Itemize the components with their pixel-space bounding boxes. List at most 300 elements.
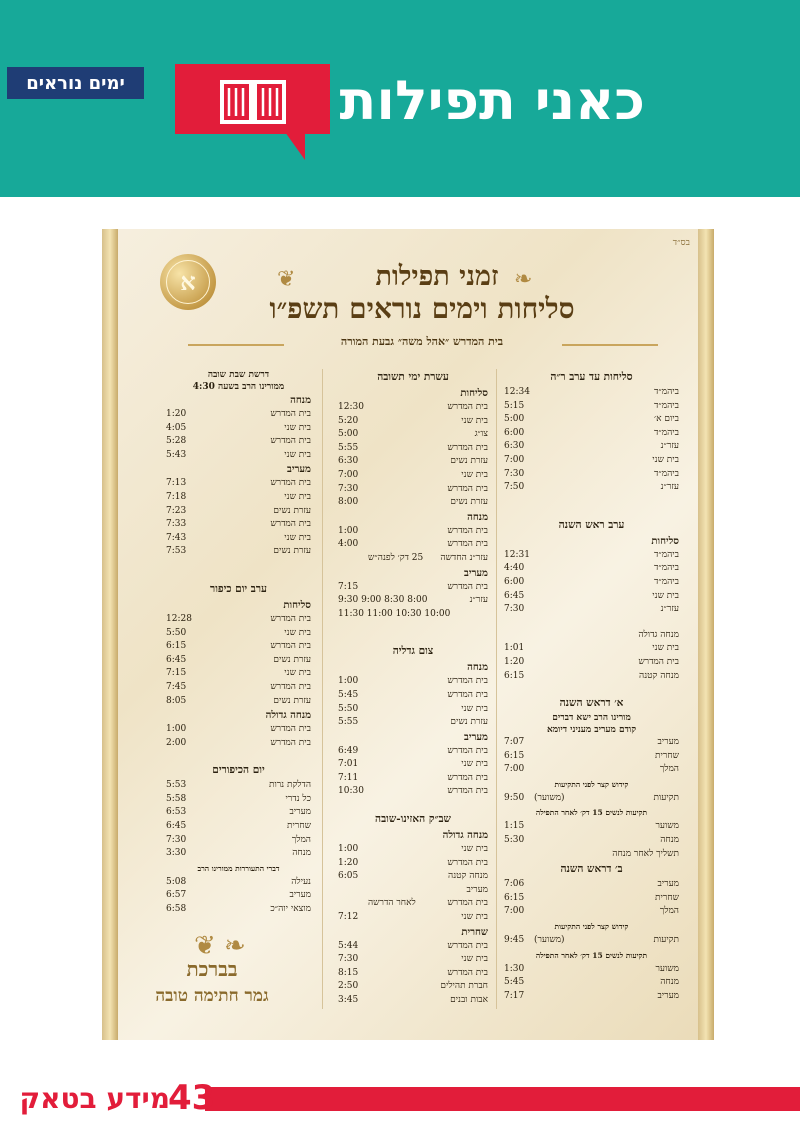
schedule-row-label: עזר״נ bbox=[469, 595, 488, 606]
schedule-row bbox=[504, 976, 679, 990]
schedule-row-label: נעילה bbox=[291, 876, 311, 887]
blessing-line-1: בברכת bbox=[186, 957, 238, 981]
schedule-row bbox=[504, 413, 679, 427]
schedule-row-label: מוצאי יוה״כ bbox=[270, 904, 311, 915]
schedule-row-time: 7:33 bbox=[166, 519, 187, 530]
schedule-row-label: עזרת נשים bbox=[273, 546, 311, 557]
schedule-row-time: 5:15 bbox=[504, 400, 525, 411]
schedule-row bbox=[504, 834, 679, 848]
schedule-row-label: בית שני bbox=[652, 590, 679, 601]
poster-frame-right bbox=[698, 229, 714, 1040]
schedule-row-time: 6:15 bbox=[504, 750, 525, 761]
schedule-row-label: חברת תהילים bbox=[440, 981, 488, 992]
schedule-row bbox=[338, 980, 488, 994]
schedule-row-time: 6:45 bbox=[504, 590, 525, 601]
section-heading: עשרת ימי תשובה bbox=[377, 371, 449, 383]
schedule-row-label: בית המדרש bbox=[270, 519, 311, 530]
schedule-row-label: בית המדרש bbox=[270, 478, 311, 489]
schedule-row-label: בית המדרש bbox=[270, 681, 311, 692]
schedule-row-label: מעריב bbox=[657, 879, 679, 890]
schedule-row-time: 7:15 bbox=[166, 668, 187, 679]
schedule-row-label: עזרת נשים bbox=[273, 505, 311, 516]
schedule-row bbox=[166, 820, 311, 834]
flourish-left-icon: ❦ bbox=[277, 267, 296, 292]
schedule-row-time: 4:40 bbox=[504, 563, 525, 574]
schedule-row-time: 7:23 bbox=[166, 505, 187, 516]
schedule-row-label: בית שני bbox=[284, 449, 311, 460]
subsection-heading: סליחות bbox=[651, 535, 679, 547]
schedule-row bbox=[166, 806, 311, 820]
schedule-row bbox=[504, 750, 679, 764]
schedule-row-label: בית המדרש bbox=[270, 641, 311, 652]
schedule-row bbox=[504, 629, 679, 643]
schedule-row-label: מנחה קטנה bbox=[639, 670, 679, 681]
subsection-heading: מנחה bbox=[467, 511, 488, 523]
subsection-heading: מנחה גדולה bbox=[265, 710, 311, 722]
blessing-line-2: גמר חתימה טובה bbox=[155, 986, 269, 1006]
schedule-row-label: בית שני bbox=[461, 954, 488, 965]
schedule-row bbox=[338, 496, 488, 510]
schedule-row-time: 1:00 bbox=[338, 676, 359, 687]
schedule-row-label: עזרת נשים bbox=[273, 654, 311, 665]
schedule-row-label: בית המדרש bbox=[447, 898, 488, 909]
subsection-heading: מנחה גדולה bbox=[442, 830, 488, 842]
schedule-row bbox=[338, 675, 488, 689]
schedule-row-label: בית המדרש bbox=[447, 967, 488, 978]
schedule-row-time: 2:00 bbox=[166, 737, 187, 748]
schedule-row-label: תשליך לאחר מנחה bbox=[612, 848, 679, 859]
spacer bbox=[504, 495, 679, 517]
schedule-row bbox=[338, 772, 488, 786]
schedule-row-time: 1:20 bbox=[338, 857, 359, 868]
schedule-row bbox=[504, 963, 679, 977]
schedule-row-label: משוער bbox=[655, 821, 679, 832]
schedule-row bbox=[504, 481, 679, 495]
schedule-row-label: עזרת נשים bbox=[273, 695, 311, 706]
schedule-row-time: 5:45 bbox=[504, 977, 525, 988]
schedule-row-label: עזרת נשים bbox=[450, 717, 488, 728]
schedule-row bbox=[504, 576, 679, 590]
schedule-row-time: 5:58 bbox=[166, 793, 187, 804]
subsection-heading: מנחה bbox=[467, 662, 488, 674]
poster-frame-left bbox=[102, 229, 118, 1040]
schedule-row-label: בית המדרש bbox=[447, 786, 488, 797]
schedule-row-label: משוער bbox=[655, 963, 679, 974]
subsection-heading: מעריב bbox=[287, 464, 311, 476]
schedule-row-time: 1:01 bbox=[504, 643, 525, 654]
spacer bbox=[504, 617, 679, 629]
schedule-row-time: 7:30 bbox=[338, 954, 359, 965]
section-heading: יום הכיפורים bbox=[212, 764, 265, 777]
schedule-row bbox=[166, 695, 311, 709]
schedule-row-time: 7:17 bbox=[504, 990, 525, 1001]
schedule-row-label: בית שני bbox=[284, 422, 311, 433]
schedule-row bbox=[338, 428, 488, 442]
schedule-row bbox=[338, 401, 488, 415]
schedule-row-time: 1:20 bbox=[166, 409, 187, 419]
spacer bbox=[504, 683, 679, 695]
schedule-row-label: בית המדרש bbox=[447, 525, 488, 536]
schedule-row bbox=[338, 716, 488, 730]
subsection-heading: שחרית bbox=[461, 926, 488, 938]
schedule-row-label: מנחה גדולה bbox=[638, 629, 679, 640]
schedule-note: תקיעות לנשים 15 דק׳ לאחר התפילה bbox=[535, 808, 648, 818]
schedule-row-label: בית המדרש bbox=[447, 402, 488, 412]
schedule-row-label: תקיעות bbox=[653, 935, 679, 946]
schedule-row-label: המלך bbox=[659, 764, 679, 775]
schedule-column-right bbox=[504, 369, 679, 1003]
schedule-row bbox=[338, 940, 488, 954]
schedule-row-label: בית שני bbox=[284, 491, 311, 502]
schedule-row-time: 6:15 bbox=[504, 892, 525, 903]
section-heading: ב׳ דראש השנה bbox=[560, 863, 623, 876]
schedule-row-time: 7:18 bbox=[166, 491, 187, 502]
schedule-row-time: 7:01 bbox=[338, 759, 359, 770]
schedule-row-label: בית המדרש bbox=[447, 689, 488, 700]
schedule-row-time: 7:43 bbox=[166, 532, 187, 543]
schedule-row bbox=[504, 763, 679, 777]
schedule-row-label: בית המדרש bbox=[270, 436, 311, 447]
schedule-row-time: 4:00 bbox=[338, 539, 359, 550]
schedule-row bbox=[338, 552, 488, 566]
schedule-row-label: בית שני bbox=[284, 627, 311, 638]
schedule-row bbox=[166, 449, 311, 463]
section-heading: א׳ דראש השנה bbox=[559, 697, 624, 710]
schedule-row-time: 9:50 bbox=[504, 792, 525, 803]
schedule-row bbox=[166, 613, 311, 627]
schedule-row bbox=[504, 905, 679, 919]
schedule-row-label: בית המדרש bbox=[270, 737, 311, 748]
schedule-row-time: 5:43 bbox=[166, 449, 187, 460]
schedule-row bbox=[166, 491, 311, 505]
schedule-row-label: ביהמ״ד bbox=[654, 387, 679, 397]
schedule-note: דרשת שבת שובה bbox=[207, 370, 270, 380]
schedule-row bbox=[504, 990, 679, 1004]
schedule-row bbox=[338, 745, 488, 759]
schedule-row bbox=[338, 843, 488, 857]
schedule-row-label: תקיעות bbox=[653, 792, 679, 803]
schedule-row-label: בית שני bbox=[461, 469, 488, 480]
schedule-row-label: עזר״נ bbox=[660, 604, 679, 615]
spacer bbox=[166, 750, 311, 762]
spacer bbox=[338, 799, 488, 811]
schedule-row-label: שחרית bbox=[655, 892, 679, 903]
schedule-row-time: 5:28 bbox=[166, 436, 187, 447]
schedule-row-label: הדלקת נרות bbox=[268, 780, 311, 791]
schedule-row bbox=[504, 386, 679, 400]
schedule-row-time: 1:20 bbox=[504, 656, 525, 667]
section-heading: שב״ק האזינו-שובה bbox=[375, 813, 451, 826]
schedule-row-time: 7:45 bbox=[166, 681, 187, 692]
schedule-row-label: מעריב bbox=[466, 884, 488, 895]
schedule-row bbox=[504, 656, 679, 670]
schedule-row-label: המלך bbox=[659, 906, 679, 917]
schedule-row bbox=[338, 953, 488, 967]
schedule-note: קידוש קצר לפני התקיעות bbox=[554, 779, 629, 789]
schedule-note: תקיעות לנשים 15 דק׳ לאחר התפילה bbox=[535, 950, 648, 960]
schedule-row-label: ביהמ״ד bbox=[654, 563, 679, 574]
schedule-row-label: מעריב bbox=[289, 890, 311, 901]
schedule-row-label: בית שני bbox=[652, 454, 679, 465]
schedule-row-note: 25 דק׳ לפנה״ש bbox=[368, 552, 424, 563]
schedule-row-time: 7:11 bbox=[338, 772, 359, 783]
schedule-row-label: עזר״נ bbox=[660, 482, 679, 493]
schedule-row-time: 7:00 bbox=[504, 764, 525, 775]
footer-bar bbox=[205, 1087, 800, 1111]
column-divider bbox=[496, 369, 497, 1009]
bsd-mark: בס״ד bbox=[672, 238, 690, 248]
schedule-row-label: בית שני bbox=[284, 532, 311, 543]
schedule-row-time: 6:00 bbox=[504, 427, 525, 438]
schedule-row bbox=[166, 737, 311, 751]
schedule-row-time: 8:15 bbox=[338, 967, 359, 978]
schedule-row bbox=[166, 793, 311, 807]
schedule-row-label: בית המדרש bbox=[447, 772, 488, 783]
schedule-row-time: 1:00 bbox=[166, 724, 187, 735]
schedule-row-label: מעריב bbox=[289, 807, 311, 818]
schedule-note: קידוש קצר לפני התקיעות bbox=[554, 922, 629, 932]
schedule-row-label: מעריב bbox=[657, 990, 679, 1001]
schedule-row-label: מנחה bbox=[660, 977, 679, 988]
schedule-row-time: 5:08 bbox=[166, 876, 187, 887]
schedule-row bbox=[166, 903, 311, 917]
schedule-row bbox=[338, 525, 488, 539]
schedule-row-time: 6:45 bbox=[166, 654, 187, 665]
schedule-row bbox=[166, 532, 311, 546]
schedule-row bbox=[166, 505, 311, 519]
schedule-row-time: 6:15 bbox=[504, 670, 525, 681]
schedule-row bbox=[166, 435, 311, 449]
schedule-row bbox=[504, 590, 679, 604]
schedule-row-label: בית שני bbox=[461, 415, 488, 426]
schedule-column-left bbox=[166, 369, 311, 917]
schedule-row-time: 7:00 bbox=[338, 469, 359, 480]
schedule-row-time: 7:00 bbox=[504, 906, 525, 917]
schedule-row-label: בית המדרש bbox=[447, 745, 488, 756]
schedule-row-time: 7:00 bbox=[504, 454, 525, 465]
schedule-row-label: בית שני bbox=[461, 844, 488, 855]
schedule-row bbox=[338, 884, 488, 898]
schedule-row-label: בית שני bbox=[652, 643, 679, 654]
schedule-row-label: עזרת נשים bbox=[450, 456, 488, 467]
schedule-row-time: 7:12 bbox=[338, 912, 359, 923]
schedule-row-label: עזר״נ החדשה bbox=[440, 552, 488, 563]
schedule-row-time: 7:50 bbox=[504, 482, 525, 493]
schedule-row-label: עזר״נ bbox=[660, 441, 679, 452]
schedule-row-note: (משוער) bbox=[534, 935, 565, 946]
schedule-row-time: 7:07 bbox=[504, 737, 525, 748]
schedule-row-label: מנחה bbox=[292, 848, 311, 859]
schedule-row bbox=[166, 847, 311, 861]
schedule-row-label: בית המדרש bbox=[447, 581, 488, 592]
schedule-row-time: 8:05 bbox=[166, 695, 187, 706]
schedule-row-label: ביהמ״ד bbox=[654, 468, 679, 479]
schedule-row bbox=[338, 911, 488, 925]
schedule-row-time: 1:30 bbox=[504, 963, 525, 974]
schedule-note: דברי התעוררות ממורינו הרב bbox=[197, 863, 280, 873]
schedule-row-label: בית שני bbox=[461, 912, 488, 923]
schedule-row-time: 5:00 bbox=[338, 429, 359, 440]
schedule-row-time: 5:50 bbox=[166, 627, 187, 638]
schedule-row-label: ביהמ״ד bbox=[654, 576, 679, 587]
schedule-note: מורינו הרב ישא דברים bbox=[552, 713, 631, 724]
schedule-row-time: 6:45 bbox=[166, 821, 187, 832]
schedule-row bbox=[504, 603, 679, 617]
schedule-row-time: 12:34 bbox=[504, 387, 530, 397]
schedule-row bbox=[504, 427, 679, 441]
schedule-row-time: 12:31 bbox=[504, 549, 530, 560]
schedule-row bbox=[338, 689, 488, 703]
schedule-row bbox=[338, 415, 488, 429]
schedule-row-label: בית המדרש bbox=[447, 940, 488, 951]
schedule-row bbox=[166, 667, 311, 681]
schedule-row-time: 11:30 11:00 10:30 10:00 bbox=[338, 608, 451, 619]
schedule-row bbox=[504, 468, 679, 482]
schedule-row-label: בית המדרש bbox=[447, 676, 488, 687]
schedule-row-label: בית המדרש bbox=[447, 857, 488, 868]
schedule-row bbox=[504, 848, 679, 862]
page-number: 43 bbox=[168, 1078, 216, 1118]
schedule-row bbox=[166, 654, 311, 668]
schedule-row-time: 7:30 bbox=[166, 834, 187, 845]
schedule-row bbox=[504, 820, 679, 834]
schedule-row bbox=[166, 681, 311, 695]
schedule-row-label: בית שני bbox=[461, 759, 488, 770]
schedule-row bbox=[504, 892, 679, 906]
schedule-row bbox=[166, 723, 311, 737]
schedule-row-time: 10:30 bbox=[338, 786, 364, 797]
schedule-row-label: מעריב bbox=[657, 737, 679, 748]
schedule-row-time: 6:30 bbox=[504, 441, 525, 452]
schedule-row-label: צו״ג bbox=[474, 429, 488, 440]
schedule-row bbox=[504, 642, 679, 656]
schedule-row bbox=[338, 967, 488, 981]
schedule-row-time: 2:50 bbox=[338, 981, 359, 992]
schedule-row-time: 5:55 bbox=[338, 442, 359, 453]
schedule-row bbox=[504, 792, 679, 806]
schedule-row bbox=[338, 703, 488, 717]
schedule-row-time: 1:00 bbox=[338, 525, 359, 536]
schedule-row bbox=[166, 422, 311, 436]
schedule-row bbox=[338, 608, 488, 622]
schedule-row-label: בית המדרש bbox=[270, 613, 311, 624]
schedule-row bbox=[166, 889, 311, 903]
schedule-row bbox=[504, 400, 679, 414]
schedule-note: ממורינו הרב בשעה 4:30 bbox=[192, 382, 285, 392]
schedule-row bbox=[338, 785, 488, 799]
schedule-row-time: 5:20 bbox=[338, 415, 359, 426]
schedule-row-label: עזרת נשים bbox=[450, 497, 488, 508]
schedule-row-time: 5:55 bbox=[338, 717, 359, 728]
schedule-row-label: בית המדרש bbox=[447, 442, 488, 453]
schedule-row bbox=[504, 736, 679, 750]
schedule-poster bbox=[102, 229, 714, 1040]
section-heading: ערב יום כיפור bbox=[210, 582, 267, 595]
schedule-row-time: 12:28 bbox=[166, 613, 192, 624]
schedule-row-label: המלך bbox=[291, 834, 311, 845]
schedule-row-time: 7:15 bbox=[338, 581, 359, 592]
schedule-row-time: 7:13 bbox=[166, 478, 187, 489]
schedule-row-time: 6:00 bbox=[504, 576, 525, 587]
schedule-column-middle bbox=[338, 369, 488, 1008]
schedule-row-note: לאחר הדרשה bbox=[368, 898, 416, 909]
schedule-row-time: 9:30 9:00 8:30 8:00 bbox=[338, 595, 428, 606]
schedule-row-time: 1:00 bbox=[338, 844, 359, 855]
schedule-row-time: 6:58 bbox=[166, 904, 187, 915]
schedule-row bbox=[338, 442, 488, 456]
section-heading: צום גדליה bbox=[392, 645, 434, 658]
section-tag: ימים נוראים bbox=[7, 67, 144, 99]
schedule-row-label: בית המדרש bbox=[447, 539, 488, 550]
spacer bbox=[338, 621, 488, 643]
schedule-row bbox=[338, 994, 488, 1008]
schedule-row-label: בית שני bbox=[284, 668, 311, 679]
schedule-row-time: 5:45 bbox=[338, 689, 359, 700]
subsection-heading: סליחות bbox=[460, 388, 488, 399]
schedule-row-time: 7:06 bbox=[504, 879, 525, 890]
schedule-row-time: 4:05 bbox=[166, 422, 187, 433]
section-heading: ערב ראש השנה bbox=[558, 518, 625, 531]
schedule-row-time: 3:30 bbox=[166, 848, 187, 859]
schedule-row-time: 1:15 bbox=[504, 821, 525, 832]
schedule-row bbox=[166, 518, 311, 532]
schedule-row-label: כל נדרי bbox=[285, 793, 311, 804]
schedule-row-time: 6:53 bbox=[166, 807, 187, 818]
schedule-row-time: 6:05 bbox=[338, 871, 359, 882]
schedule-row bbox=[504, 670, 679, 684]
schedule-row-note: (משוער) bbox=[534, 792, 565, 803]
schedule-row-label: ביהמ״ד bbox=[654, 549, 679, 560]
schedule-row bbox=[166, 834, 311, 848]
poster-subtitle: סליחות וימים נוראים תשפ״ו bbox=[269, 292, 575, 325]
schedule-row bbox=[166, 627, 311, 641]
schedule-row-label: מנחה קטנה bbox=[448, 871, 488, 882]
schedule-row bbox=[166, 545, 311, 559]
column-divider bbox=[322, 369, 323, 1009]
schedule-row bbox=[338, 857, 488, 871]
schedule-row-label: בית המדרש bbox=[270, 724, 311, 735]
schedule-row-time: 5:30 bbox=[504, 835, 525, 846]
schedule-row bbox=[166, 876, 311, 890]
schedule-row-label: בית המדרש bbox=[638, 656, 679, 667]
schedule-row-label: בית המדרש bbox=[447, 483, 488, 494]
schedule-row-label: שחרית bbox=[655, 750, 679, 761]
schedule-row-time: 5:53 bbox=[166, 780, 187, 791]
subsection-heading: מעריב bbox=[464, 731, 488, 743]
footer-brand: מידע בטאק bbox=[19, 1082, 170, 1115]
spacer bbox=[166, 559, 311, 581]
schedule-row-time: 5:50 bbox=[338, 703, 359, 714]
subsection-heading: מעריב bbox=[464, 567, 488, 579]
schedule-row bbox=[338, 758, 488, 772]
schedule-row bbox=[338, 469, 488, 483]
section-heading: סליחות עד ערב ר״ה bbox=[550, 371, 633, 383]
schedule-row bbox=[338, 594, 488, 608]
schedule-row-label: ביום א׳ bbox=[654, 414, 679, 425]
title-icon-tail bbox=[285, 132, 305, 160]
schedule-row bbox=[338, 581, 488, 595]
blessing bbox=[132, 957, 292, 1006]
page-title: כאני תפילות bbox=[339, 68, 645, 132]
schedule-row bbox=[504, 562, 679, 576]
schedule-row bbox=[504, 454, 679, 468]
schedule-row bbox=[166, 408, 311, 422]
schedule-row bbox=[338, 483, 488, 497]
open-book-icon bbox=[218, 72, 288, 128]
schedule-row-time: 9:45 bbox=[504, 935, 525, 946]
schedule-row bbox=[166, 779, 311, 793]
schedule-row-time: 3:45 bbox=[338, 995, 359, 1005]
